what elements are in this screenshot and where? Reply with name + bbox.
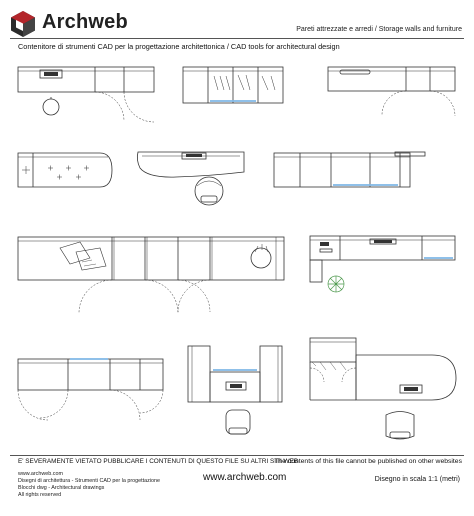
desk-between-bookcases [188, 346, 282, 434]
footer-line: All rights reserved [18, 492, 62, 498]
footer-line: Blocchi dwg - Architectural drawings [18, 485, 105, 491]
brand-name: Archweb [42, 11, 128, 33]
drawing-scale: Disegno in scala 1:1 (metri) [374, 476, 460, 483]
footer-line: www.archweb.com [18, 471, 63, 477]
storage-wall-with-plant [310, 236, 455, 292]
desk-cabinet-unit-1 [18, 67, 154, 122]
page-subtitle: Contenitore di strumenti CAD per la progettazione architettonica / CAD tools for architectural design [18, 42, 340, 51]
footer-divider [10, 455, 464, 456]
long-storage-wall [18, 237, 284, 313]
curved-desk-with-chair [137, 152, 244, 205]
copyright-notice-italian: E' SEVERAMENTE VIETATO PUBBLICARE I CONTENUTI DI QUESTO FILE SU ALTRI SITI WEB [18, 458, 299, 465]
wardrobe-unit [183, 67, 283, 103]
footer-line: Disegni di architettura - Strumenti CAD per la progettazione [18, 478, 161, 484]
modular-bookcase-unit [18, 359, 163, 420]
website-link[interactable]: www.archweb.com [203, 472, 287, 483]
tv-cabinet-unit [328, 67, 455, 116]
rounded-desk-unit [18, 153, 112, 187]
l-desk-with-shelving [310, 338, 456, 439]
copyright-notice-english: The contents of this file cannot be published on other websites [274, 458, 462, 465]
footer-info [18, 471, 160, 499]
category-title: Pareti attrezzate e arredi / Storage walls and furniture [296, 26, 462, 33]
sideboard-with-drawers [274, 152, 425, 187]
